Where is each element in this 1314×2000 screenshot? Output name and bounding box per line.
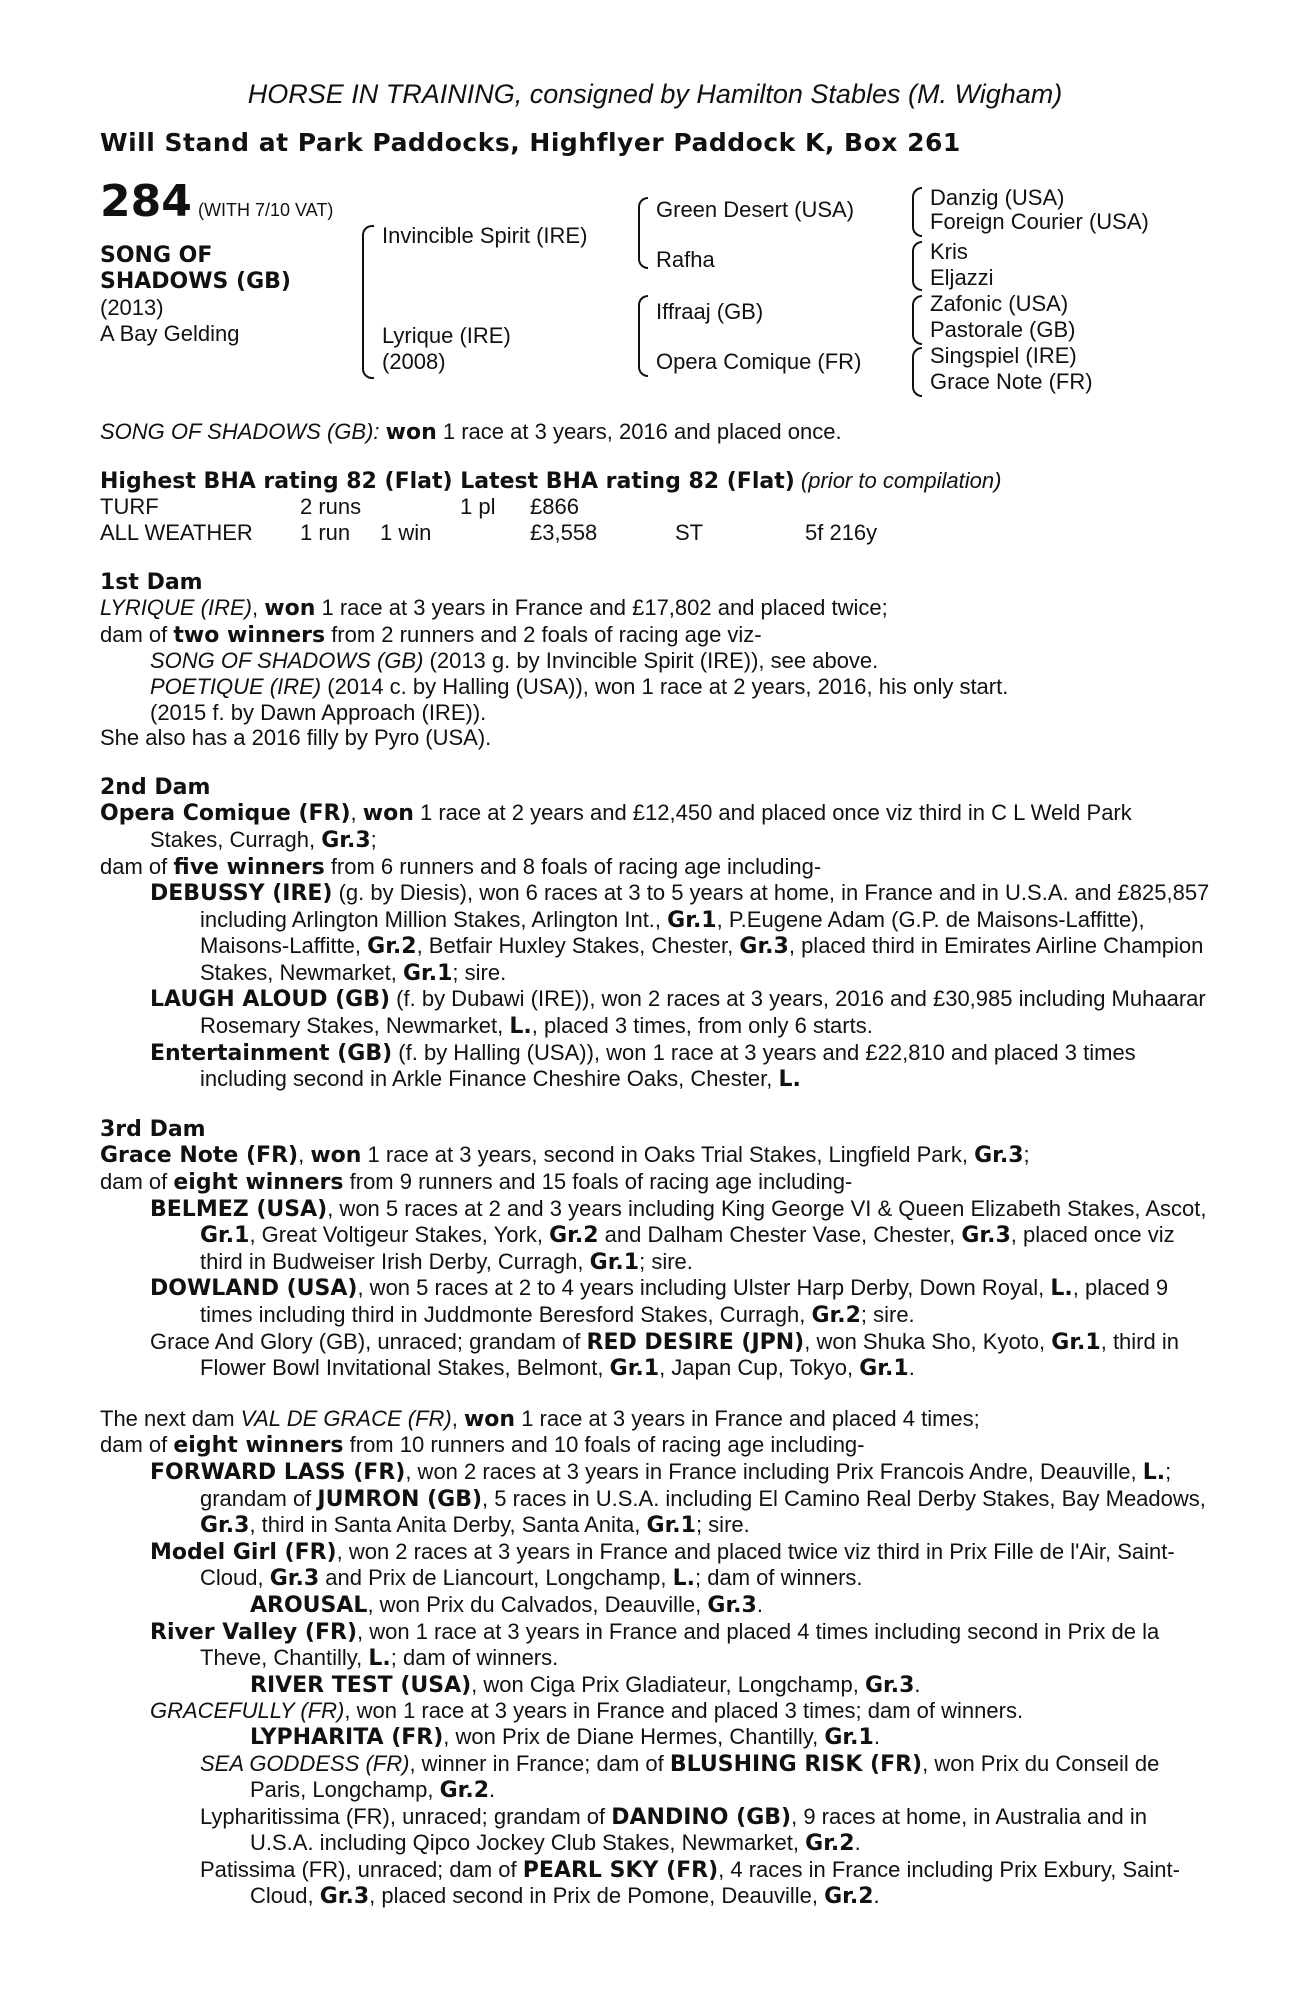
first-dam-section: 1st Dam LYRIQUE (IRE), won 1 race at 3 years in France and £17,802 and placed twice; dam of two winners from 2 runners and 2 foals of racing age viz- SONG OF SHADOWS (GB) (2013 g. by Invincible Spirit (IRE)), see above. POETIQUE (IRE) (2014 c. by Halling (USA)), won 1 race at 2 years, 2016, his only start. (2015 f. by Dawn Approach (IRE)). She also has a 2016 filly by Pyro (USA). xyxy=(100,570,1210,751)
list-item: GRACEFULLY (FR), won 1 race at 3 years in France and placed 3 times; dam of winners. xyxy=(150,1698,1024,1724)
list-item: RIVER TEST (USA), won Ciga Prix Gladiateur, Longchamp, Gr.3. xyxy=(250,1671,921,1698)
table-row: ALL WEATHER 1 run 1 win £3,558 ST 5f 216y xyxy=(100,519,878,545)
dam-dam: Opera Comique (FR) xyxy=(656,349,862,375)
list-item: Model Girl (FR), won 2 races at 3 years in France and placed twice viz third in Prix Fille de l'Air, Saint-Cloud, Gr.3 and Prix de Liancourt, Longchamp, L.; dam of winners. xyxy=(150,1538,1175,1592)
list-item: FORWARD LASS (FR), won 2 races at 3 years in France including Prix Francois Andre, Deauville, L.; grandam of JUMRON (GB), 5 races in U.S.A. including El Camino Real Derby Stakes, Bay Meadows, Gr.3, third in Santa Anita Derby, Santa Anita, Gr.1; sire. xyxy=(150,1458,1206,1539)
sire-sire: Green Desert (USA) xyxy=(656,197,855,223)
sss: Danzig (USA) xyxy=(930,185,1065,211)
list-item: POETIQUE (IRE) (2014 c. by Halling (USA)), won 1 race at 2 years, 2016, his only start. xyxy=(150,673,1009,699)
list-item: AROUSAL, won Prix du Calvados, Deauville, Gr.3. xyxy=(250,1591,763,1618)
brace-gen3-3 xyxy=(912,295,922,345)
list-item: SEA GODDESS (FR), winner in France; dam of BLUSHING RISK (FR), won Prix du Conseil de Paris, Longchamp, Gr.2. xyxy=(200,1750,1160,1804)
dam-sire: Iffraaj (GB) xyxy=(656,299,764,325)
section-title: 1st Dam xyxy=(100,569,203,595)
dsd: Pastorale (GB) xyxy=(930,317,1076,343)
rating-line: Highest BHA rating 82 (Flat) Latest BHA rating 82 (Flat) (prior to compilation) xyxy=(100,467,1002,494)
brace-gen2-sire xyxy=(638,197,648,269)
list-item: DOWLAND (USA), won 5 races at 2 to 4 years including Ulster Harp Derby, Down Royal, L., placed 9 times including third in Juddmonte Beresford Stakes, Curragh, Gr.2; sire. xyxy=(150,1275,1169,1328)
horse-description: A Bay Gelding xyxy=(100,321,240,347)
sdd: Eljazzi xyxy=(930,265,994,291)
dam-year: (2008) xyxy=(382,349,446,375)
horse-name-line1: SONG OF xyxy=(100,243,213,269)
pedigree-block xyxy=(100,176,1210,405)
table-row: TURF 2 runs 1 pl £866 xyxy=(100,494,579,520)
brace-gen3-4 xyxy=(912,347,922,397)
catalogue-page xyxy=(100,70,1210,1910)
sire-dam: Rafha xyxy=(656,247,715,273)
race-record-table xyxy=(100,494,877,545)
horse-name-line2: SHADOWS (GB) xyxy=(100,269,291,295)
brace-gen3-2 xyxy=(912,241,922,291)
list-item: River Valley (FR), won 1 race at 3 years in France and placed 4 times including second in Prix de la Theve, Chantilly, L.; dam of winners. xyxy=(150,1618,1160,1672)
list-item: (2015 f. by Dawn Approach (IRE)). xyxy=(150,699,487,725)
third-dam-section: 3rd Dam Grace Note (FR), won 1 race at 3 years, second in Oaks Trial Stakes, Lingfield Park, Gr.3; dam of eight winners from 9 runners and 15 foals of racing age including- BELMEZ (USA), won 5 races at 2 and 3 years including King George VI & Queen Elizabeth Stakes, Ascot, Gr.1, Great Voltigeur Stakes, York, Gr.2 and Dalham Chester Vase, Chester, Gr.3, placed once viz third in Budweiser Irish Derby, Curragh, Gr.1; sire. DOWLAND (USA), won 5 races at 2 to 4 years including Ulster Harp Derby, Down Royal, L., placed 9 times including third in Juddmonte Beresford Stakes, Curragh, Gr.2; sire. Grace And Glory (GB), unraced; grandam of RED DESIRE (JPN), won Shuka Sho, Kyoto, Gr.1, third in Flower Bowl Invitational Stakes, Belmont, Gr.1, Japan Cup, Tokyo, Gr.1. xyxy=(100,1117,1210,1382)
list-item: BELMEZ (USA), won 5 races at 2 and 3 years including King George VI & Queen Elizabeth Stakes, Ascot, Gr.1, Great Voltigeur Stakes, York, Gr.2 and Dalham Chester Vase, Chester, Gr.3, placed once viz third in Budweiser Irish Derby, Curragh, Gr.1; sire. xyxy=(150,1195,1207,1275)
second-dam-section: 2nd Dam Opera Comique (FR), won 1 race at 2 years and £12,450 and placed once viz third in C L Weld Park Stakes, Curragh, Gr.3; dam of five winners from 6 runners and 8 foals of racing age including- DEBUSSY (IRE) (g. by Diesis), won 6 races at 3 to 5 years at home, in France and in U.S.A. and £825,857 including Arlington Million Stakes, Arlington Int., Gr.1, P.Eugene Adam (G.P. de Maisons-Laffitte), Maisons-Laffitte, Gr.2, Betfair Huxley Stakes, Chester, Gr.3, placed third in Emirates Airline Champion Stakes, Newmarket, Gr.1; sire. LAUGH ALOUD (GB) (f. by Dubawi (IRE)), won 2 races at 3 years, 2016 and £30,985 including Muhaarar Rosemary Stakes, Newmarket, L., placed 3 times, from only 6 starts. Entertainment (GB) (f. by Halling (USA)), won 1 race at 3 years and £22,810 and placed 3 times including second in Arkle Finance Cheshire Oaks, Chester, L. xyxy=(100,774,1210,1093)
lot-number-line xyxy=(100,176,334,228)
stand-location: Will Stand at Park Paddocks, Highflyer Paddock K, Box 261 xyxy=(100,127,961,157)
list-item: Entertainment (GB) (f. by Halling (USA)), won 1 race at 3 years and £22,810 and placed 3 times including second in Arkle Finance Cheshire Oaks, Chester, L. xyxy=(150,1039,1136,1093)
vat-note: (WITH 7/10 VAT) xyxy=(197,200,334,221)
brace-gen3-1 xyxy=(912,187,922,237)
dds: Singspiel (IRE) xyxy=(930,343,1077,369)
race-summary: SONG OF SHADOWS (GB): won 1 race at 3 years, 2016 and placed once. xyxy=(100,419,842,446)
ddd: Grace Note (FR) xyxy=(930,369,1093,395)
list-item: Grace And Glory (GB), unraced; grandam of RED DESIRE (JPN), won Shuka Sho, Kyoto, Gr.1, third in Flower Bowl Invitational Stakes, Belmont, Gr.1, Japan Cup, Tokyo, Gr.1. xyxy=(150,1328,1179,1382)
sire: Invincible Spirit (IRE) xyxy=(382,223,588,249)
section-title: 3rd Dam xyxy=(100,1116,206,1142)
list-item: Lypharitissima (FR), unraced; grandam of DANDINO (GB), 9 races at home, in Australia and in U.S.A. including Qipco Jockey Club Stakes, Newmarket, Gr.2. xyxy=(200,1803,1147,1857)
list-item: SONG OF SHADOWS (GB) (2013 g. by Invincible Spirit (IRE)), see above. xyxy=(150,648,879,674)
brace-gen1 xyxy=(362,225,374,379)
lot-number: 284 xyxy=(100,176,192,228)
consignor-heading: HORSE IN TRAINING, consigned by Hamilton Stables (M. Wigham) xyxy=(247,79,1063,109)
list-item: LAUGH ALOUD (GB) (f. by Dubawi (IRE)), won 2 races at 3 years, 2016 and £30,985 including Muhaarar Rosemary Stakes, Newmarket, L., placed 3 times, from only 6 starts. xyxy=(150,986,1206,1040)
ssd: Foreign Courier (USA) xyxy=(930,209,1149,235)
sds: Kris xyxy=(930,239,968,265)
list-item: Patissima (FR), unraced; dam of PEARL SKY (FR), 4 races in France including Prix Exbury, Saint-Cloud, Gr.3, placed second in Prix de Pomone, Deauville, Gr.2. xyxy=(200,1856,1180,1910)
dss: Zafonic (USA) xyxy=(930,291,1069,317)
list-item: LYPHARITA (FR), won Prix de Diane Hermes, Chantilly, Gr.1. xyxy=(250,1723,880,1750)
foaling-year: (2013) xyxy=(100,295,164,321)
brace-gen2-dam xyxy=(638,295,648,377)
dam: Lyrique (IRE) xyxy=(382,323,511,349)
fourth-dam-section: The next dam VAL DE GRACE (FR), won 1 race at 3 years in France and placed 4 times; dam of eight winners from 10 runners and 10 foals of racing age including- FORWARD LASS (FR), won 2 races at 3 years in France including Prix Francois Andre, Deauville, L.; grandam of JUMRON (GB), 5 races in U.S.A. including El Camino Real Derby Stakes, Bay Meadows, Gr.3, third in Santa Anita Derby, Santa Anita, Gr.1; sire. Model Girl (FR), won 2 races at 3 years in France and placed twice viz third in Prix Fille de l'Air, Saint-Cloud, Gr.3 and Prix de Liancourt, Longchamp, L.; dam of winners. AROUSAL, won Prix du Calvados, Deauville, Gr.3. River Valley (FR), won 1 race at 3 years in France and placed 4 times including second in Prix de la Theve, Chantilly, L.; dam of winners. RIVER TEST (USA), won Ciga Prix Gladiateur, Longchamp, Gr.3. GRACEFULLY (FR), won 1 race at 3 years in France and placed 3 times; dam of winners. LYPHARITA (FR), won Prix de Diane Hermes, Chantilly, Gr.1. SEA GODDESS (FR), winner in France; dam of BLUSHING RISK (FR), won Prix du Conseil de Paris, Longchamp, Gr.2. Lypharitissima (FR), unraced; grandam of DANDINO (GB), 9 races at home, in Australia and in U.S.A. including Qipco Jockey Club Stakes, Newmarket, Gr.2. Patissima (FR), unraced; dam of PEARL SKY (FR), 4 races in France including Prix Exbury, Saint-Cloud, Gr.3, placed second in Prix de Pomone, Deauville, Gr.2. xyxy=(100,1406,1210,1910)
section-title: 2nd Dam xyxy=(100,774,211,800)
list-item: DEBUSSY (IRE) (g. by Diesis), won 6 races at 3 to 5 years at home, in France and in U.S.A. and £825,857 including Arlington Million Stakes, Arlington Int., Gr.1, P.Eugene Adam (G.P. de Maisons-Laffitte), Maisons-Laffitte, Gr.2, Betfair Huxley Stakes, Chester, Gr.3, placed third in Emirates Airline Champion Stakes, Newmarket, Gr.1; sire. xyxy=(150,880,1210,986)
